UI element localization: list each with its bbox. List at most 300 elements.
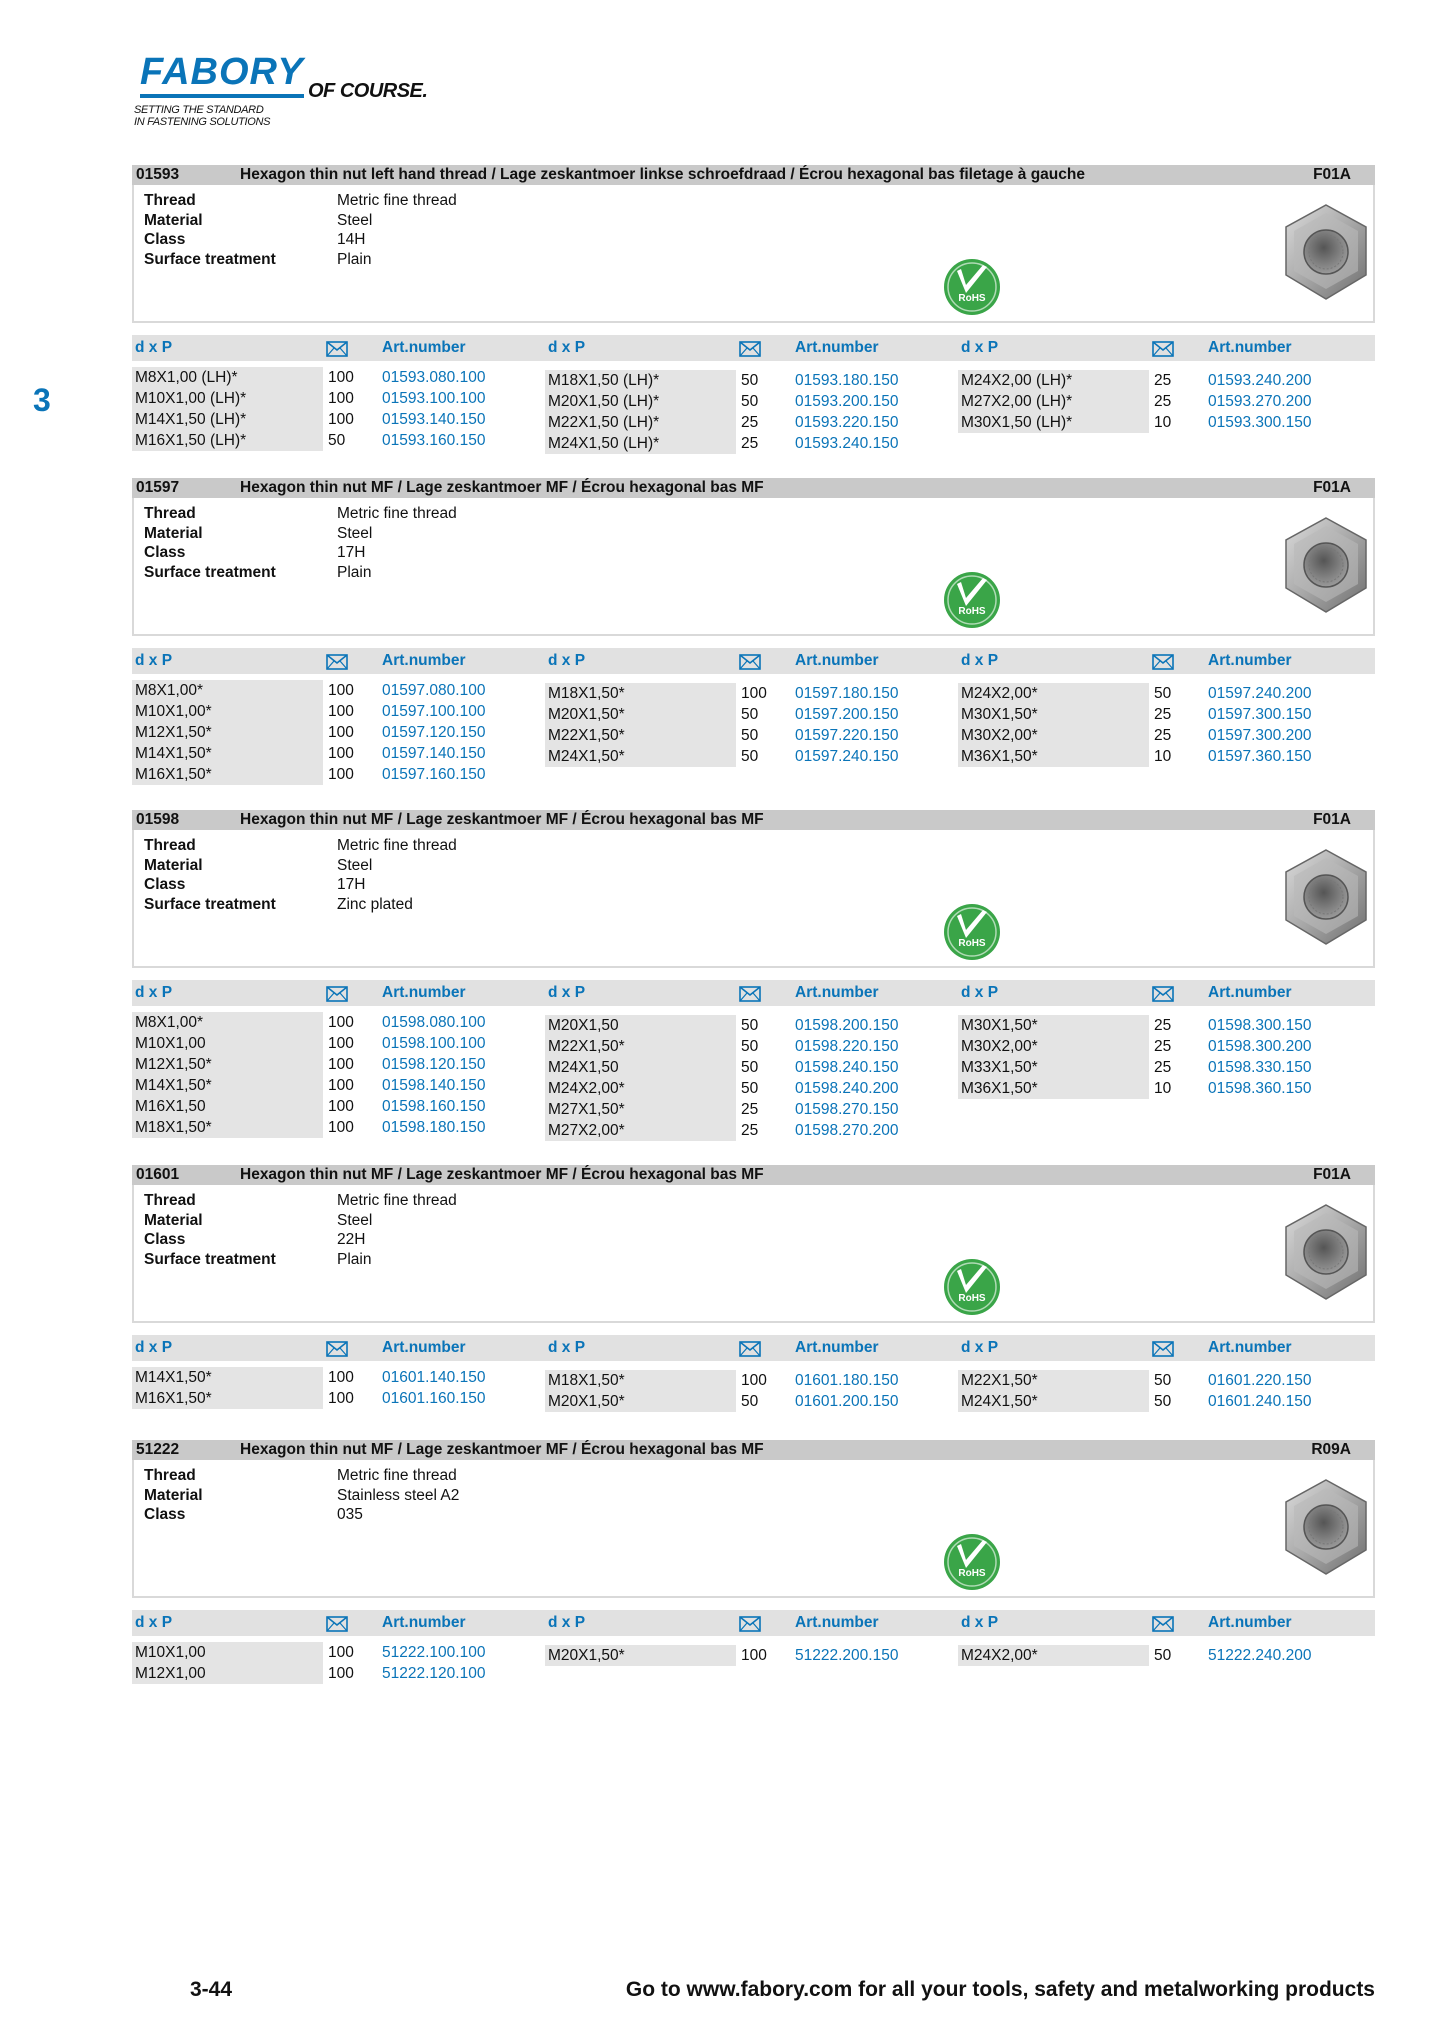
table-column: [132, 367, 544, 451]
spec-row: [144, 1191, 457, 1211]
article-number-link[interactable]: 01593.270.200: [1208, 393, 1312, 410]
size-cell: M16X1,50 (LH)*: [132, 430, 323, 451]
size-cell: M18X1,50 (LH)*: [545, 370, 736, 391]
article-number-link[interactable]: 51222.120.100: [382, 1665, 486, 1682]
spec-label: Class: [144, 876, 186, 893]
quantity-cell: 50: [741, 727, 759, 744]
size-cell: M24X2,00*: [958, 683, 1149, 704]
rohs-badge-icon: [942, 1257, 1002, 1317]
size-cell: M36X1,50*: [958, 746, 1149, 767]
envelope-icon: [739, 653, 761, 669]
spec-value: Stainless steel A2: [337, 1486, 460, 1504]
size-cell: M20X1,50: [545, 1015, 736, 1036]
col-header-art-number: Art.number: [382, 984, 466, 1001]
section-title: Hexagon thin nut MF / Lage zeskantmoer MF / Écrou hexagonal bas MF: [240, 1441, 764, 1458]
spec-box: [132, 1460, 1375, 1598]
quantity-cell: 100: [328, 1035, 354, 1052]
table-column: [958, 683, 1370, 767]
table-row: [132, 1117, 544, 1138]
logo-tagline-1: SETTING THE STANDARD: [134, 104, 264, 116]
size-cell: M14X1,50 (LH)*: [132, 409, 323, 430]
article-number-link[interactable]: 01598.300.200: [1208, 1038, 1312, 1055]
col-header-dxp: d x P: [548, 984, 586, 1001]
envelope-icon: [326, 653, 348, 669]
article-number-link[interactable]: 01597.200.150: [795, 706, 899, 723]
size-cell: M18X1,50*: [545, 683, 736, 704]
envelope-icon: [739, 985, 761, 1001]
size-cell: M30X1,50*: [958, 1015, 1149, 1036]
article-number-link[interactable]: 01598.240.200: [795, 1080, 899, 1097]
chapter-number: 3: [33, 382, 51, 418]
spec-row: [144, 504, 457, 524]
spec-row: [144, 543, 457, 563]
section-title: Hexagon thin nut left hand thread / Lage zeskantmoer linkse schroefdraad / Écrou hexagonal bas filetage à gauche: [240, 166, 1085, 183]
spec-row: [144, 1250, 457, 1270]
table-row: [958, 1645, 1370, 1666]
table-row: [958, 1078, 1370, 1099]
col-header-dxp: d x P: [135, 1614, 173, 1631]
table-row: [958, 704, 1370, 725]
table-row: [545, 1120, 957, 1141]
page-number: 3-44: [190, 1978, 233, 2001]
quantity-cell: 50: [741, 1080, 759, 1097]
quantity-cell: 25: [1154, 1038, 1172, 1055]
size-cell: M27X2,00 (LH)*: [958, 391, 1149, 412]
logo-name: FABORY: [140, 51, 304, 93]
article-number-link[interactable]: 51222.100.100: [382, 1644, 486, 1661]
article-number-link[interactable]: 01597.360.150: [1208, 748, 1312, 765]
table-column: [545, 1370, 957, 1412]
spec-label: Class: [144, 1231, 186, 1248]
envelope-icon: [1152, 985, 1174, 1001]
quantity-cell: 50: [1154, 1393, 1172, 1410]
article-number-link[interactable]: 01601.220.150: [1208, 1372, 1312, 1389]
footer-tagline: Go to www.fabory.com for all your tools, safety and metalworking products: [625, 1978, 1375, 2001]
size-cell: M8X1,00 (LH)*: [132, 367, 323, 388]
spec-label: Class: [144, 1506, 186, 1523]
table-row: [958, 1015, 1370, 1036]
spec-list: [144, 504, 457, 582]
section-title: Hexagon thin nut MF / Lage zeskantmoer MF / Écrou hexagonal bas MF: [240, 479, 764, 496]
table-header: [132, 335, 1375, 361]
col-header-dxp: d x P: [135, 652, 173, 669]
article-number-link[interactable]: 01601.160.150: [382, 1390, 486, 1407]
article-number-link[interactable]: 01598.300.150: [1208, 1017, 1312, 1034]
spec-value: 17H: [337, 876, 366, 893]
article-number-link[interactable]: 01597.100.100: [382, 703, 486, 720]
hex-nut-image: [1280, 846, 1372, 950]
table-column: [545, 1015, 957, 1141]
table-row: [132, 743, 544, 764]
size-cell: M10X1,00: [132, 1642, 323, 1663]
article-number-link[interactable]: 01598.240.150: [795, 1059, 899, 1076]
table-row: [958, 683, 1370, 704]
quantity-cell: 100: [328, 1077, 354, 1094]
col-header-dxp: d x P: [961, 1339, 999, 1356]
size-cell: M8X1,00*: [132, 680, 323, 701]
article-number-link[interactable]: 01597.300.200: [1208, 727, 1312, 744]
section-header: [132, 1165, 1375, 1185]
category-code: F01A: [1313, 479, 1351, 496]
quantity-cell: 100: [328, 724, 354, 741]
size-cell: M27X1,50*: [545, 1099, 736, 1120]
quantity-cell: 100: [328, 411, 354, 428]
col-header-dxp: d x P: [548, 1614, 586, 1631]
size-cell: M20X1,50*: [545, 1645, 736, 1666]
table-row: [132, 1054, 544, 1075]
spec-value: Metric fine thread: [337, 1467, 457, 1484]
article-number-link[interactable]: 51222.200.150: [795, 1647, 899, 1664]
table-row: [545, 1391, 957, 1412]
article-number-link[interactable]: 01597.160.150: [382, 766, 486, 783]
rohs-badge-icon: [942, 570, 1002, 630]
size-cell: M24X1,50*: [545, 746, 736, 767]
table-row: [545, 725, 957, 746]
col-header-art-number: Art.number: [382, 339, 466, 356]
article-number-link[interactable]: 01593.200.150: [795, 393, 899, 410]
col-header-art-number: Art.number: [1208, 339, 1292, 356]
col-header-dxp: d x P: [548, 652, 586, 669]
article-number-link[interactable]: 01598.200.150: [795, 1017, 899, 1034]
quantity-cell: 25: [1154, 727, 1172, 744]
spec-row: [144, 1486, 459, 1506]
table-column: [958, 1645, 1370, 1666]
size-cell: M33X1,50*: [958, 1057, 1149, 1078]
table-body: [132, 1642, 1375, 1688]
size-cell: M14X1,50*: [132, 743, 323, 764]
col-header-art-number: Art.number: [795, 1614, 879, 1631]
spec-value: Metric fine thread: [337, 1192, 457, 1209]
table-row: [545, 1099, 957, 1120]
quantity-cell: 50: [741, 1017, 759, 1034]
article-number-link[interactable]: 01598.330.150: [1208, 1059, 1312, 1076]
table-row: [958, 370, 1370, 391]
rohs-badge-icon: [942, 257, 1002, 317]
spec-row: [144, 250, 457, 270]
spec-row: [144, 211, 457, 231]
article-number-link[interactable]: 01601.240.150: [1208, 1393, 1312, 1410]
size-cell: M10X1,00: [132, 1033, 323, 1054]
size-cell: M16X1,50: [132, 1096, 323, 1117]
quantity-cell: 50: [1154, 1372, 1172, 1389]
spec-row: [144, 856, 457, 876]
table-row: [132, 764, 544, 785]
size-cell: M20X1,50*: [545, 704, 736, 725]
size-cell: M24X2,00 (LH)*: [958, 370, 1149, 391]
table-row: [958, 1057, 1370, 1078]
col-header-dxp: d x P: [548, 1339, 586, 1356]
spec-row: [144, 1211, 457, 1231]
product-section-51222: [132, 1440, 1375, 1688]
article-number-link[interactable]: 01598.140.150: [382, 1077, 486, 1094]
article-number-link[interactable]: 51222.240.200: [1208, 1647, 1312, 1664]
quantity-cell: 100: [328, 1390, 354, 1407]
size-cell: M10X1,00*: [132, 701, 323, 722]
table-row: [132, 680, 544, 701]
spec-value: Zinc plated: [337, 895, 413, 913]
spec-value: Metric fine thread: [337, 837, 457, 854]
article-number-link[interactable]: 01593.180.150: [795, 372, 899, 389]
article-number-link[interactable]: 01597.140.150: [382, 745, 486, 762]
table-row: [132, 722, 544, 743]
rohs-badge-label: RoHS: [958, 938, 986, 949]
col-header-art-number: Art.number: [795, 339, 879, 356]
spec-label: Surface treatment: [144, 563, 276, 581]
quantity-cell: 50: [1154, 685, 1172, 702]
article-number-link[interactable]: 01593.220.150: [795, 414, 899, 431]
quantity-cell: 25: [1154, 393, 1172, 410]
col-header-art-number: Art.number: [795, 984, 879, 1001]
spec-value: 035: [337, 1506, 363, 1523]
table-row: [545, 370, 957, 391]
col-header-art-number: Art.number: [1208, 1339, 1292, 1356]
spec-value: 17H: [337, 544, 366, 561]
table-row: [545, 433, 957, 454]
size-cell: M20X1,50 (LH)*: [545, 391, 736, 412]
envelope-icon: [739, 340, 761, 356]
article-number-link[interactable]: 01598.100.100: [382, 1035, 486, 1052]
quantity-cell: 50: [741, 372, 759, 389]
quantity-cell: 100: [328, 1644, 354, 1661]
col-header-art-number: Art.number: [382, 1339, 466, 1356]
spec-label: Class: [144, 231, 186, 248]
quantity-cell: 100: [328, 1056, 354, 1073]
table-row: [132, 1642, 544, 1663]
spec-label: Thread: [144, 1192, 196, 1209]
table-row: [545, 1078, 957, 1099]
product-section-01597: [132, 478, 1375, 789]
quantity-cell: 100: [741, 1372, 767, 1389]
hex-nut-image: [1280, 1476, 1372, 1580]
article-number-link[interactable]: 01597.180.150: [795, 685, 899, 702]
table-row: [132, 367, 544, 388]
logo-underline: [140, 94, 304, 98]
fabory-logo: [132, 52, 432, 134]
envelope-icon: [1152, 1615, 1174, 1631]
col-header-dxp: d x P: [135, 339, 173, 356]
quantity-cell: 25: [741, 435, 759, 452]
article-number-link[interactable]: 01593.080.100: [382, 369, 486, 386]
table-row: [545, 1370, 957, 1391]
article-number-link[interactable]: 01593.300.150: [1208, 414, 1312, 431]
table-header: [132, 648, 1375, 674]
quantity-cell: 25: [741, 414, 759, 431]
size-cell: M30X1,50*: [958, 704, 1149, 725]
article-number-link[interactable]: 01598.270.150: [795, 1101, 899, 1118]
product-section-01601: [132, 1165, 1375, 1413]
article-code: 01598: [136, 811, 180, 828]
table-row: [958, 1370, 1370, 1391]
spec-list: [144, 836, 457, 914]
spec-value: Steel: [337, 524, 373, 542]
article-number-link[interactable]: 01593.140.150: [382, 411, 486, 428]
quantity-cell: 100: [741, 685, 767, 702]
spec-value: Steel: [337, 1211, 373, 1229]
quantity-cell: 100: [328, 703, 354, 720]
quantity-cell: 50: [328, 432, 346, 449]
table-row: [958, 412, 1370, 433]
spec-row: [144, 524, 457, 544]
hex-nut-image: [1280, 1201, 1372, 1305]
table-row: [958, 725, 1370, 746]
quantity-cell: 25: [1154, 372, 1172, 389]
article-number-link[interactable]: 01597.240.150: [795, 748, 899, 765]
spec-label: Material: [144, 856, 203, 874]
table-row: [958, 746, 1370, 767]
quantity-cell: 50: [741, 748, 759, 765]
table-header: [132, 1610, 1375, 1636]
size-cell: M12X1,00: [132, 1663, 323, 1684]
quantity-cell: 25: [1154, 706, 1172, 723]
size-cell: M24X1,50 (LH)*: [545, 433, 736, 454]
quantity-cell: 50: [741, 706, 759, 723]
article-code: 51222: [136, 1441, 180, 1458]
quantity-cell: 25: [1154, 1059, 1172, 1076]
table-body: [132, 1367, 1375, 1413]
size-cell: M22X1,50 (LH)*: [545, 412, 736, 433]
size-cell: M36X1,50*: [958, 1078, 1149, 1099]
article-number-link[interactable]: 01597.240.200: [1208, 685, 1312, 702]
quantity-cell: 25: [741, 1122, 759, 1139]
article-code: 01593: [136, 166, 180, 183]
quantity-cell: 50: [741, 393, 759, 410]
size-cell: M24X1,50*: [958, 1391, 1149, 1412]
table-row: [132, 1012, 544, 1033]
spec-value: Steel: [337, 856, 373, 874]
size-cell: M14X1,50*: [132, 1367, 323, 1388]
spec-row: [144, 1230, 457, 1250]
article-number-link[interactable]: 01598.160.150: [382, 1098, 486, 1115]
spec-value: Plain: [337, 563, 372, 581]
table-body: [132, 1012, 1375, 1142]
size-cell: M14X1,50*: [132, 1075, 323, 1096]
article-number-link[interactable]: 01593.240.200: [1208, 372, 1312, 389]
article-number-link[interactable]: 01597.120.150: [382, 724, 486, 741]
spec-label: Thread: [144, 192, 196, 209]
spec-row: [144, 1505, 459, 1525]
table-header: [132, 980, 1375, 1006]
section-header: [132, 165, 1375, 185]
hex-nut-image: [1280, 201, 1372, 305]
spec-label: Material: [144, 211, 203, 229]
table-row: [545, 1036, 957, 1057]
article-number-link[interactable]: 01598.270.200: [795, 1122, 899, 1139]
size-cell: M30X1,50 (LH)*: [958, 412, 1149, 433]
spec-label: Thread: [144, 1467, 196, 1484]
table-column: [958, 1370, 1370, 1412]
spec-box: [132, 1185, 1375, 1323]
table-row: [132, 430, 544, 451]
size-cell: M24X2,00*: [958, 1645, 1149, 1666]
spec-label: Material: [144, 524, 203, 542]
article-number-link[interactable]: 01601.140.150: [382, 1369, 486, 1386]
article-number-link[interactable]: 01597.300.150: [1208, 706, 1312, 723]
spec-value: 14H: [337, 231, 366, 248]
article-number-link[interactable]: 01597.080.100: [382, 682, 486, 699]
spec-value: Metric fine thread: [337, 192, 457, 209]
spec-row: [144, 191, 457, 211]
quantity-cell: 100: [741, 1647, 767, 1664]
article-number-link[interactable]: 01601.200.150: [795, 1393, 899, 1410]
article-number-link[interactable]: 01598.120.150: [382, 1056, 486, 1073]
envelope-icon: [1152, 1340, 1174, 1356]
col-header-dxp: d x P: [961, 984, 999, 1001]
col-header-dxp: d x P: [961, 652, 999, 669]
article-number-link[interactable]: 01598.360.150: [1208, 1080, 1312, 1097]
table-body: [132, 680, 1375, 789]
table-column: [132, 1012, 544, 1138]
size-cell: M24X1,50: [545, 1057, 736, 1078]
section-header: [132, 1440, 1375, 1460]
envelope-icon: [739, 1340, 761, 1356]
spec-label: Thread: [144, 505, 196, 522]
quantity-cell: 100: [328, 1014, 354, 1031]
quantity-cell: 100: [328, 682, 354, 699]
quantity-cell: 10: [1154, 414, 1172, 431]
table-row: [132, 1388, 544, 1409]
spec-label: Class: [144, 544, 186, 561]
spec-list: [144, 1191, 457, 1269]
envelope-icon: [326, 340, 348, 356]
size-cell: M16X1,50*: [132, 1388, 323, 1409]
article-number-link[interactable]: 01593.240.150: [795, 435, 899, 452]
envelope-icon: [1152, 340, 1174, 356]
article-number-link[interactable]: 01593.100.100: [382, 390, 486, 407]
article-number-link[interactable]: 01598.220.150: [795, 1038, 899, 1055]
spec-label: Material: [144, 1211, 203, 1229]
table-row: [958, 391, 1370, 412]
article-number-link[interactable]: 01598.180.150: [382, 1119, 486, 1136]
spec-value: Plain: [337, 250, 372, 268]
size-cell: M22X1,50*: [545, 725, 736, 746]
table-row: [132, 1663, 544, 1684]
size-cell: M24X2,00*: [545, 1078, 736, 1099]
article-number-link[interactable]: 01601.180.150: [795, 1372, 899, 1389]
quantity-cell: 100: [328, 745, 354, 762]
quantity-cell: 25: [741, 1101, 759, 1118]
size-cell: M8X1,00*: [132, 1012, 323, 1033]
table-row: [545, 683, 957, 704]
table-row: [545, 412, 957, 433]
col-header-dxp: d x P: [961, 1614, 999, 1631]
spec-value: Steel: [337, 211, 373, 229]
spec-box: [132, 498, 1375, 636]
table-row: [545, 746, 957, 767]
table-row: [132, 388, 544, 409]
article-number-link[interactable]: 01597.220.150: [795, 727, 899, 744]
spec-value: Plain: [337, 1250, 372, 1268]
quantity-cell: 100: [328, 390, 354, 407]
spec-list: [144, 1466, 459, 1525]
category-code: F01A: [1313, 166, 1351, 183]
quantity-cell: 100: [328, 1098, 354, 1115]
table-column: [545, 1645, 957, 1666]
spec-row: [144, 895, 457, 915]
table-column: [132, 1367, 544, 1409]
article-number-link[interactable]: 01593.160.150: [382, 432, 486, 449]
size-cell: M10X1,00 (LH)*: [132, 388, 323, 409]
col-header-art-number: Art.number: [382, 1614, 466, 1631]
quantity-cell: 100: [328, 766, 354, 783]
article-number-link[interactable]: 01598.080.100: [382, 1014, 486, 1031]
product-section-01598: [132, 810, 1375, 1142]
envelope-icon: [739, 1615, 761, 1631]
quantity-cell: 100: [328, 1369, 354, 1386]
col-header-dxp: d x P: [548, 339, 586, 356]
table-column: [958, 1015, 1370, 1099]
logo-subtitle: OF COURSE.: [308, 80, 428, 102]
size-cell: M22X1,50*: [958, 1370, 1149, 1391]
